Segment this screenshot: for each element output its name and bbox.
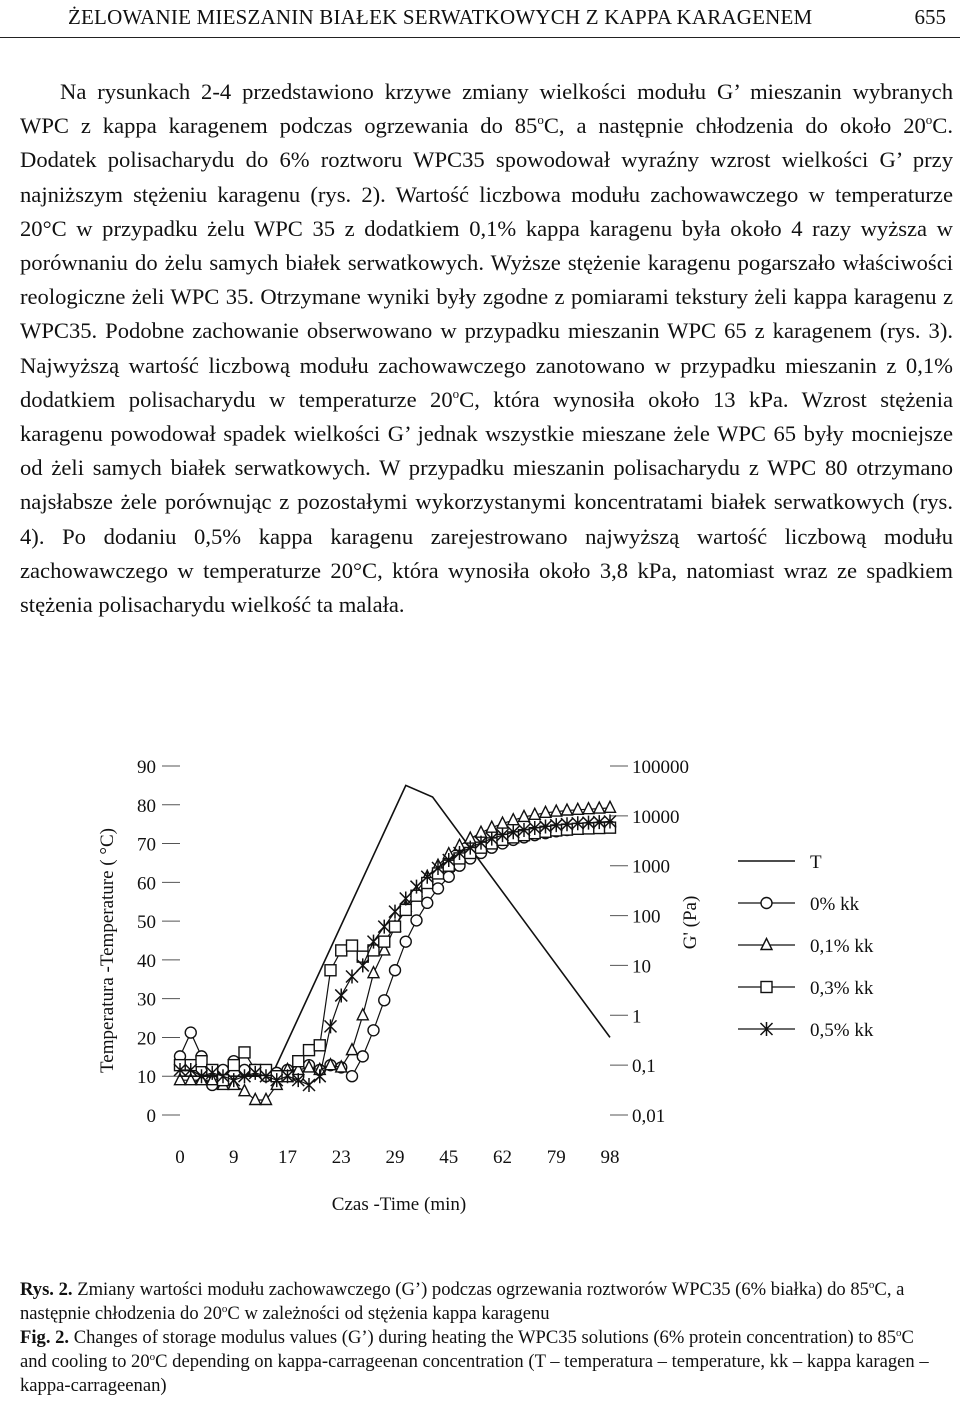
series-point xyxy=(304,1045,315,1056)
degree-superscript: o xyxy=(221,1303,228,1315)
series-point xyxy=(390,965,401,976)
x-axis-tick-label: 9 xyxy=(229,1147,239,1168)
series-point xyxy=(185,1027,196,1038)
right-axis-tick-label: 1000 xyxy=(632,856,670,878)
series-point xyxy=(400,936,411,947)
body-text-4: C, która wynosiła około 13 kPa. Wzrost stężenia karagenu powodował spadek wielkości G’ jednak wszystkie mieszane żele WPC 65 były mocniejsze od żeli samych białek serwatkowych. W przypadku mieszanin polisacharydu z WPC 80 otrzymano najsłabsze żele porównując z pozostałymi wykorzystanymi koncentratami białek serwatkowych (rys. 4). Po dodaniu 0,5% kappa karagenu zarejestrowano najwyższą wartość liczbową modułu zachowawczego w temperaturze 20°C, która wynosiła około 3,8 kPa, natomiast wraz ze spadkiem stężenia polisacharydu wielkość ta malała. xyxy=(20,386,953,618)
right-axis-label: G' (Pa) xyxy=(680,895,701,950)
left-axis-tick-label: 60 xyxy=(137,873,156,895)
left-axis-tick-label: 80 xyxy=(137,795,156,817)
left-axis-tick-label: 90 xyxy=(137,757,156,778)
page-header xyxy=(0,0,960,38)
series-point xyxy=(605,801,616,812)
right-axis-tick-label: 10 xyxy=(632,956,651,978)
series-point xyxy=(357,958,369,972)
caption-polish xyxy=(20,1278,945,1326)
series-point xyxy=(250,1093,261,1104)
series-point xyxy=(368,935,380,949)
series-point xyxy=(347,1044,358,1055)
series-point xyxy=(346,969,358,983)
x-axis-tick-label: 17 xyxy=(278,1147,297,1168)
degree-superscript: o xyxy=(149,1351,156,1363)
series-point xyxy=(239,1085,250,1096)
header-rule xyxy=(0,37,960,38)
right-axis-tick-label: 0,01 xyxy=(632,1106,666,1127)
body-paragraph xyxy=(20,75,953,622)
x-axis-label: Czas -Time (min) xyxy=(331,1194,467,1215)
series-point xyxy=(400,891,412,905)
series-point xyxy=(228,1060,239,1071)
caption-label-en: Fig. 2. xyxy=(20,1327,70,1348)
x-axis-tick-label: 29 xyxy=(385,1147,405,1168)
legend-marker xyxy=(761,982,772,993)
left-axis-tick-label: 30 xyxy=(137,989,156,1011)
right-axis-tick-label: 1 xyxy=(632,1006,642,1028)
left-axis-label: Temperatura -Temperature ( °C) xyxy=(97,828,118,1073)
series-point xyxy=(378,920,390,934)
right-axis-tick-label: 100 xyxy=(632,906,661,928)
series-point xyxy=(239,1047,250,1058)
x-axis-tick-label: 79 xyxy=(546,1147,566,1168)
caption-text: Changes of storage modulus values (G’) during heating the WPC35 solutions (6% protein concentration) to 85 xyxy=(73,1327,897,1348)
legend-label: 0,3% kk xyxy=(810,978,874,999)
caption-english xyxy=(20,1326,945,1398)
legend-label: 0,5% kk xyxy=(810,1020,874,1041)
left-axis-tick-label: 10 xyxy=(137,1067,156,1089)
series-point xyxy=(293,1056,304,1067)
caption-text: C w zależności od stężenia kappa karagenu xyxy=(227,1303,550,1324)
x-axis-tick-label: 23 xyxy=(331,1147,351,1168)
series-point xyxy=(379,936,390,947)
series-point xyxy=(594,802,605,813)
series-point xyxy=(443,871,454,882)
right-axis-tick-label: 100000 xyxy=(632,757,689,778)
series-point xyxy=(335,988,347,1002)
legend-marker xyxy=(761,939,772,950)
legend-label: T xyxy=(810,852,822,873)
series-point xyxy=(476,826,487,837)
degree-superscript: o xyxy=(537,112,544,128)
running-title: ŻELOWANIE MIESZANIN BIAŁEK SERWATKOWYCH Z KAPPA KARAGENEM xyxy=(68,5,813,29)
series-point xyxy=(347,940,358,951)
degree-superscript: o xyxy=(925,112,933,128)
body-text-1: Na rysunkach 2-4 przedstawiono krzywe zmiany wielkości modułu G’ mieszanin wybranych WPC z kappa karagenem podczas ogrzewania do 85 xyxy=(20,79,953,139)
series-point xyxy=(196,1056,207,1067)
series-point xyxy=(228,1073,240,1087)
left-axis-tick-label: 40 xyxy=(137,950,156,972)
x-axis-tick-label: 45 xyxy=(439,1147,459,1168)
legend-label: 0,1% kk xyxy=(810,936,874,957)
series-point xyxy=(336,945,347,956)
degree-superscript: o xyxy=(896,1327,902,1339)
series-point xyxy=(390,921,401,932)
series-point xyxy=(357,1051,368,1062)
caption-text: C and cooling to 20 xyxy=(20,1327,914,1372)
series-line xyxy=(180,822,610,1086)
left-axis-tick-label: 20 xyxy=(137,1028,156,1050)
page-number: 655 xyxy=(914,5,946,29)
caption-text: Zmiany wartości modułu zachowawczego (G’) podczas ogrzewania roztworów WPC35 (6% białka) do 85 xyxy=(77,1279,869,1300)
body-text-2: C, a następnie chłodzenia do około 20 xyxy=(543,113,926,139)
series-point xyxy=(325,1019,337,1033)
series-point xyxy=(433,883,444,894)
left-axis-tick-label: 50 xyxy=(137,912,156,934)
series-point xyxy=(411,915,422,926)
series-point xyxy=(347,1071,358,1082)
series-point xyxy=(368,1025,379,1036)
figure-chart xyxy=(0,740,960,1220)
x-axis-tick-label: 0 xyxy=(175,1147,185,1168)
series-point xyxy=(314,1069,326,1083)
series-point xyxy=(389,905,401,919)
series-line xyxy=(180,828,610,1080)
legend-label: 0% kk xyxy=(810,894,860,915)
series-point xyxy=(368,967,379,978)
degree-superscript: o xyxy=(452,385,460,401)
series-point xyxy=(551,805,562,816)
degree-superscript: o xyxy=(868,1279,875,1291)
series-point xyxy=(357,1009,368,1020)
series-point xyxy=(572,803,583,814)
legend-marker xyxy=(761,898,772,909)
series-point xyxy=(303,1078,315,1092)
x-axis-tick-label: 98 xyxy=(600,1147,620,1168)
right-axis-tick-label: 10000 xyxy=(632,806,680,828)
series-point xyxy=(379,995,390,1006)
caption-text: C depending on kappa-carrageenan concentration (T – temperatura – temperature, kk – kappa karagen – kappa-carrageenan) xyxy=(20,1351,929,1396)
series-point xyxy=(400,904,411,915)
left-axis-tick-label: 0 xyxy=(146,1106,156,1127)
series-point xyxy=(314,1040,325,1051)
series-point xyxy=(421,870,433,884)
caption-text: C, a następnie chłodzenia do 20 xyxy=(20,1279,905,1324)
left-axis-tick-label: 70 xyxy=(137,834,156,856)
right-axis-tick-label: 0,1 xyxy=(632,1056,656,1078)
series-point xyxy=(325,965,336,976)
series-point xyxy=(562,804,573,815)
x-axis-tick-label: 62 xyxy=(493,1147,512,1168)
series-point xyxy=(583,803,594,814)
series-point xyxy=(422,897,433,908)
body-text-3: C. Dodatek polisacharydu do 6% roztworu WPC35 spowodował wyraźny wzrost wielkości G’ przy najniższym stężeniu karagenu (rys. 2). Wartość liczbowa modułu zachowawczego w temperaturze 20°C w przypadku żelu WPC 35 z dodatkiem 0,1% kappa karagenu była około 4 razy wyższa w porównaniu do żelu samych białek serwatkowych. Wyższe stężenie karagenu pogarszało właściwości reologiczne żeli WPC 35. Otrzymane wyniki były zgodne z pomiarami tekstury żeli kappa karagenu z WPC35. Podobne zachowanie obserwowano w przypadku mieszanin WPC 65 z karagenem (rys. 3). Najwyższą wartość liczbową modułu zachowawczego zanotowano w przypadku mieszanin z 0,1% dodatkiem polisacharydu w temperaturze 20 xyxy=(20,113,954,412)
caption-label-pl: Rys. 2. xyxy=(20,1279,73,1300)
